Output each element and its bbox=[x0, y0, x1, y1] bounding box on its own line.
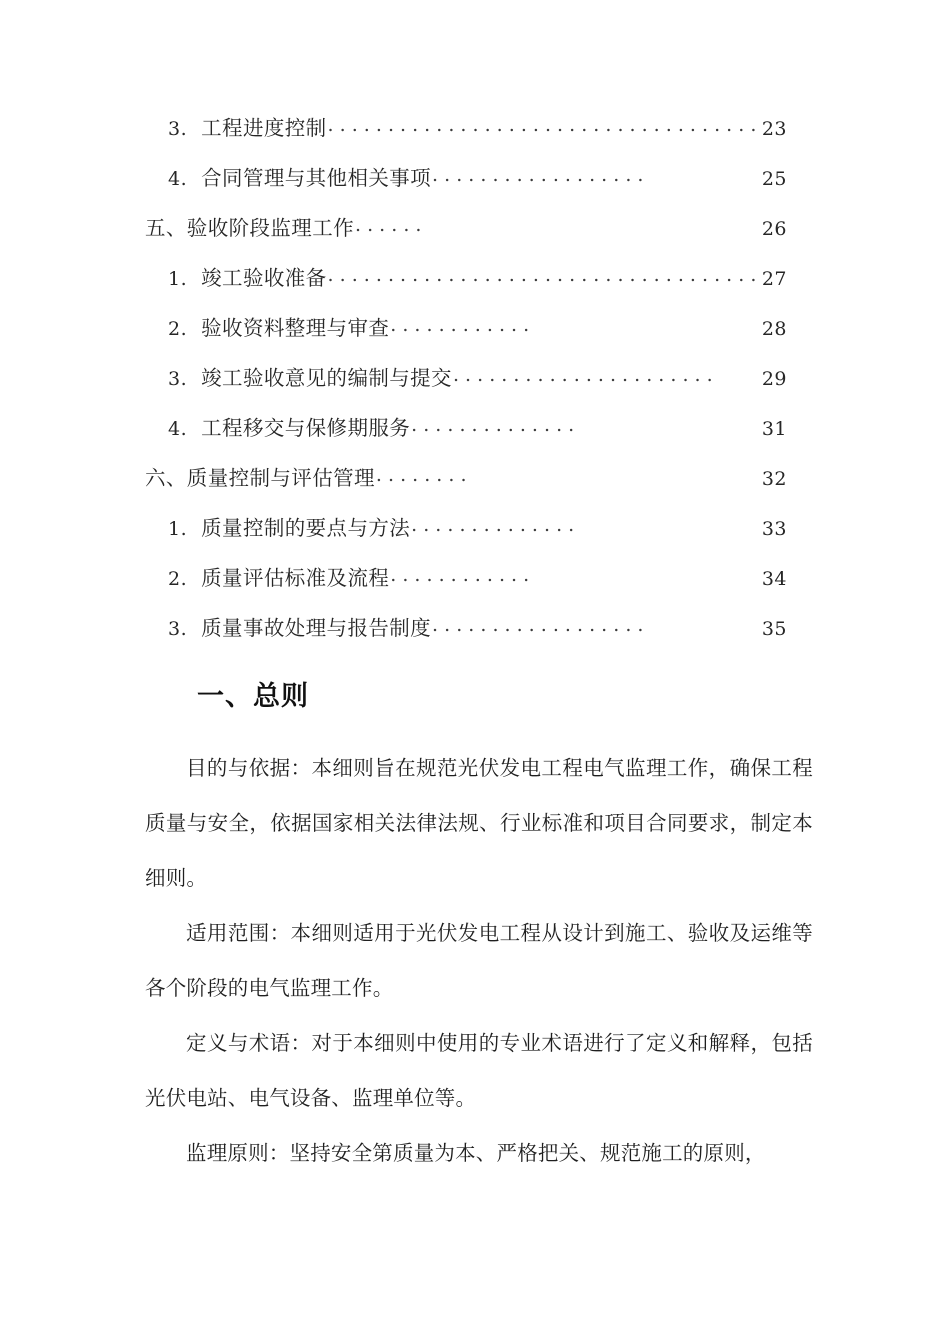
toc-entry-number: 1. bbox=[168, 268, 188, 290]
toc-leader-dots bbox=[432, 615, 758, 636]
toc-entry-number: 2. bbox=[168, 318, 188, 340]
toc-leader-dots bbox=[411, 515, 758, 536]
toc-entry-title: 验收资料整理与审查 bbox=[201, 316, 390, 340]
toc-entry-title: 质量控制的要点与方法 bbox=[201, 516, 411, 540]
toc-entry-number: 4. bbox=[168, 168, 188, 190]
table-of-contents bbox=[145, 103, 787, 653]
toc-entry[interactable] bbox=[145, 553, 787, 603]
toc-entry[interactable] bbox=[145, 603, 787, 653]
toc-leader-dots bbox=[376, 465, 758, 486]
toc-entry-number: 3. bbox=[168, 368, 188, 390]
toc-entry-title: 六、质量控制与评估管理 bbox=[145, 466, 375, 490]
toc-leader-dots bbox=[390, 315, 758, 336]
toc-entry-page-number: 35 bbox=[761, 618, 787, 640]
toc-entry-page-number: 32 bbox=[761, 468, 787, 490]
toc-entry-title: 竣工验收意见的编制与提交 bbox=[201, 366, 452, 390]
toc-entry-number: 1. bbox=[168, 518, 188, 540]
body-paragraph: 定义与术语：对于本细则中使用的专业术语进行了定义和解释，包括光伏电站、电气设备、监理单位等。 bbox=[145, 1031, 813, 1110]
body-paragraph: 适用范围：本细则适用于光伏发电工程从设计到施工、验收及运维等各个阶段的电气监理工作。 bbox=[145, 921, 813, 1000]
toc-leader-dots bbox=[328, 115, 758, 136]
toc-entry-title: 工程移交与保修期服务 bbox=[201, 416, 411, 440]
toc-entry[interactable] bbox=[145, 253, 787, 303]
toc-leader-dots bbox=[390, 565, 758, 586]
toc-entry[interactable] bbox=[145, 503, 787, 553]
body-paragraph: 目的与依据：本细则旨在规范光伏发电工程电气监理工作，确保工程质量与安全，依据国家相关法律法规、行业标准和项目合同要求，制定本细则。 bbox=[145, 756, 813, 890]
toc-entry[interactable] bbox=[145, 153, 787, 203]
toc-entry[interactable] bbox=[145, 203, 787, 253]
toc-entry-page-number: 28 bbox=[761, 318, 787, 340]
toc-entry-page-number: 29 bbox=[761, 368, 787, 390]
toc-entry-number: 4. bbox=[168, 418, 188, 440]
toc-entry-page-number: 31 bbox=[761, 418, 787, 440]
toc-entry-page-number: 34 bbox=[761, 568, 787, 590]
toc-entry-page-number: 33 bbox=[761, 518, 787, 540]
toc-leader-dots bbox=[411, 415, 758, 436]
toc-entry-title: 合同管理与其他相关事项 bbox=[201, 166, 432, 190]
body-paragraph: 监理原则：坚持安全第质量为本、严格把关、规范施工的原则， bbox=[186, 1141, 766, 1165]
toc-entry[interactable] bbox=[145, 103, 787, 153]
toc-entry-title: 工程进度控制 bbox=[201, 116, 327, 140]
toc-entry-title: 竣工验收准备 bbox=[201, 266, 327, 290]
toc-entry-page-number: 25 bbox=[761, 168, 787, 190]
toc-entry-number: 3. bbox=[168, 118, 188, 140]
toc-entry-page-number: 26 bbox=[761, 218, 787, 240]
toc-entry-number: 3. bbox=[168, 618, 188, 640]
toc-entry-title: 质量评估标准及流程 bbox=[201, 566, 390, 590]
toc-leader-dots bbox=[432, 165, 758, 186]
toc-entry-page-number: 27 bbox=[761, 268, 787, 290]
toc-entry[interactable] bbox=[145, 403, 787, 453]
toc-entry[interactable] bbox=[145, 353, 787, 403]
toc-entry[interactable] bbox=[145, 453, 787, 503]
toc-entry-title: 质量事故处理与报告制度 bbox=[201, 616, 432, 640]
toc-leader-dots bbox=[453, 365, 758, 386]
chapter-body bbox=[145, 741, 813, 1181]
toc-leader-dots bbox=[328, 265, 758, 286]
toc-entry-page-number: 23 bbox=[761, 118, 787, 140]
toc-entry[interactable] bbox=[145, 303, 787, 353]
toc-entry-number: 2. bbox=[168, 568, 188, 590]
toc-leader-dots bbox=[355, 215, 758, 236]
chapter-heading: 一、总则 bbox=[197, 681, 309, 712]
toc-entry-title: 五、验收阶段监理工作 bbox=[145, 216, 354, 240]
